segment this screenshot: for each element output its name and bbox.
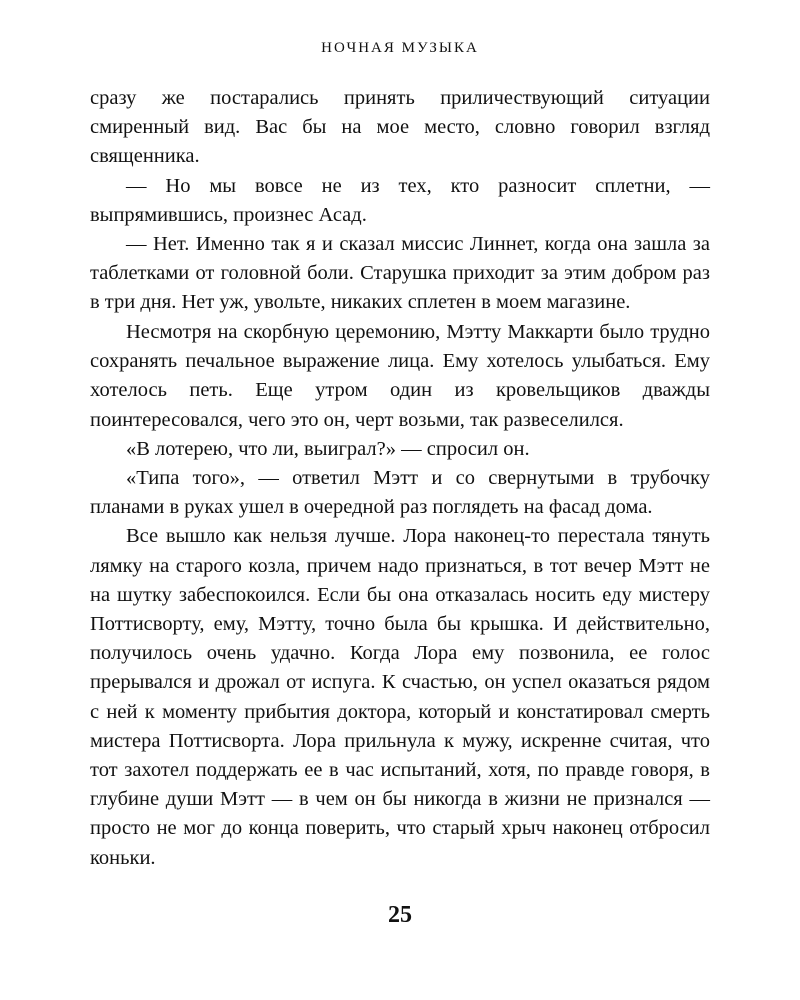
running-head: НОЧНАЯ МУЗЫКА xyxy=(321,40,479,56)
paragraph: Несмотря на скорбную церемонию, Мэтту Маккарти было трудно сохранять печальное выражение лица. Ему хотелось улыбаться. Ему хотелось петь. Еще утром один из кровельщиков дважды поинтересовался, чего это он, черт возьми, так развеселился. xyxy=(90,321,710,431)
paragraph: сразу же постарались принять приличествующий ситуации смиренный вид. Вас бы на мое место, словно говорил взгляд священника. xyxy=(90,87,710,168)
paragraph: — Нет. Именно так я и сказал миссис Линнет, когда она зашла за таблетками от головной боли. Старушка приходит за этим добром раз в три дня. Нет уж, увольте, никаких сплетен в моем магазине. xyxy=(90,233,710,314)
paragraph: «Типа того», — ответил Мэтт и со свернутыми в трубочку планами в руках ушел в очередной раз поглядеть на фасад дома. xyxy=(90,467,710,519)
text-section-1 xyxy=(90,84,710,318)
paragraph: Все вышло как нельзя лучше. Лора наконец-то перестала тянуть лямку на старого козла, причем надо признаться, в тот вечер Мэтт не на шутку забеспокоился. Если бы она отказалась носить еду мистеру Поттисворту, ему, Мэтту, точно была бы крышка. И действительно, получилось очень удачно. Когда Лора ему позвонила, ее голос прерывался и дрожал от испуга. К счастью, он успел оказаться рядом с ней к моменту прибытия доктора, который и констатировал смерть мистера Поттисворта. Лора прильнула к мужу, искренне считая, что тот захотел поддержать ее в час испытаний, хотя, по правде говоря, в глубине души Мэтт — в чем он бы никогда в жизни не признался — просто не мог до конца поверить, что старый хрыч наконец отбросил коньки. xyxy=(90,525,710,869)
paragraph: «В лотерею, что ли, выиграл?» — спросил он. xyxy=(126,437,530,460)
page-number: 25 xyxy=(388,902,412,928)
paragraph: — Но мы вовсе не из тех, кто разносит сплетни, — выпрямившись, произнес Асад. xyxy=(90,174,710,226)
text-section-2 xyxy=(90,318,710,873)
